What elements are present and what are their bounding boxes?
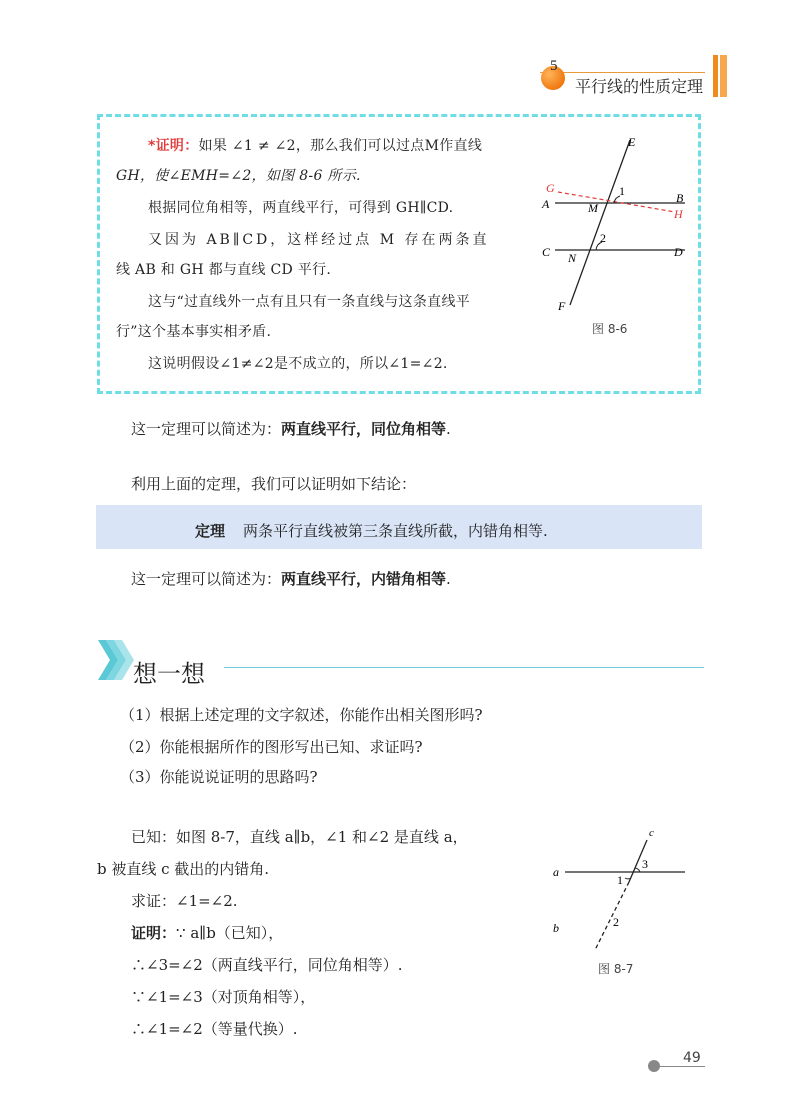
figure-8-6 (530, 130, 700, 320)
proof-step-2: ∴∠3=∠2（两直线平行，同位角相等）. (131, 956, 403, 974)
page-rule (659, 1066, 705, 1067)
figure-8-6-caption: 图 8-6 (592, 322, 628, 336)
line-gh (558, 192, 675, 212)
chevrons-icon (96, 638, 136, 682)
label-a-87: a (553, 865, 559, 879)
proof-line-5: 线 AB 和 GH 都与直线 CD 平行. (116, 262, 332, 278)
proof-line-8: 这说明假设∠1≠∠2是不成立的，所以∠1=∠2. (148, 356, 448, 372)
line-c-lower (595, 882, 629, 950)
label-angle-2-87: 2 (613, 915, 619, 929)
page-number: 49 (683, 1050, 701, 1066)
proof-line-1: *证明：如果 ∠1 ≠ ∠2，那么我们可以过点M作直线 (148, 138, 483, 154)
question-1: （1）根据上述定理的文字叙述，你能作出相关图形吗? (120, 706, 483, 724)
header-rule (540, 72, 705, 73)
proof-line-4: 又因为 AB∥CD，这样经过点 M 存在两条直 (148, 232, 490, 248)
given-line-1: 已知：如图 8-7，直线 a∥b，∠1 和∠2 是直线 a， (131, 828, 468, 846)
label-e: E (628, 135, 636, 149)
label-f: F (558, 299, 566, 313)
question-2: （2）你能根据所作的图形写出已知、求证吗? (120, 738, 423, 756)
think-title: 想一想 (133, 660, 205, 688)
label-a: A (542, 197, 550, 211)
angle-1-arc-87 (625, 878, 631, 879)
proof-step-4: ∴∠1=∠2（等量代换）. (131, 1020, 298, 1038)
think-rule (224, 667, 704, 668)
label-c-87: c (649, 827, 654, 839)
question-3: （3）你能说说证明的思路吗? (120, 768, 318, 786)
summary-2: 这一定理可以简述为：两直线平行，内错角相等. (131, 570, 451, 588)
label-b: B (676, 191, 684, 205)
label-n: N (568, 251, 577, 265)
chapter-number: 5 (550, 58, 558, 74)
proof-line-6: 这与“过直线外一点有且只有一条直线与这条直线平 (148, 294, 471, 310)
theorem-statement: 定理 两条平行直线被第三条直线所截，内错角相等. (195, 522, 548, 540)
intro-text: 利用上面的定理，我们可以证明如下结论： (131, 475, 417, 493)
label-angle-3: 3 (642, 857, 648, 871)
proof-line-3: 根据同位角相等，两直线平行，可得到 GH∥CD. (148, 200, 454, 216)
label-g: G (546, 181, 555, 195)
prove-statement: 求证：∠1=∠2. (131, 892, 238, 910)
label-m: M (588, 201, 598, 215)
proof-step-1: 证明：∵ a∥b（已知）， (131, 924, 284, 942)
label-b-87: b (553, 921, 559, 935)
figure-8-7 (545, 822, 695, 952)
section-title: 平行线的性质定理 (575, 77, 704, 96)
label-d: D (674, 245, 683, 259)
header-bar-dark (713, 55, 718, 97)
summary-1: 这一定理可以简述为：两直线平行，同位角相等. (131, 420, 451, 438)
label-h: H (674, 207, 683, 221)
label-angle-2: 2 (600, 231, 606, 245)
label-angle-1-87: 1 (617, 873, 623, 887)
transversal-ef (570, 140, 630, 305)
proof-line-7: 行”这个基本事实相矛盾. (116, 324, 272, 340)
proof-step-3: ∵∠1=∠3（对顶角相等）， (131, 988, 316, 1006)
given-line-2: b 被直线 c 截出的内错角. (97, 860, 270, 878)
figure-8-7-caption: 图 8-7 (598, 962, 634, 976)
label-angle-1: 1 (619, 184, 625, 198)
label-c: C (542, 245, 551, 259)
proof-line-2: GH，使∠EMH=∠2，如图 8-6 所示. (116, 168, 361, 184)
header-bar-light (720, 55, 727, 97)
